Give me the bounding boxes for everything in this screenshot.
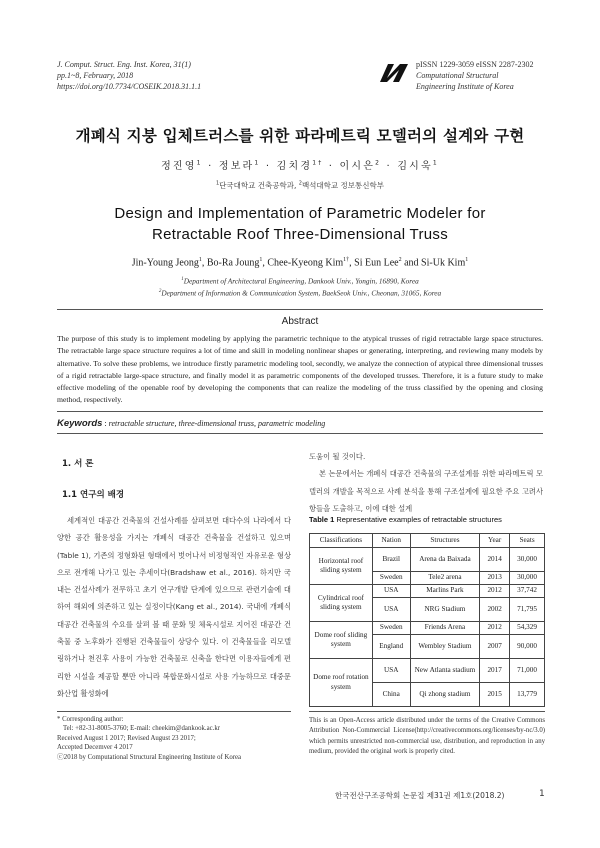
author-sup: 1: [198, 257, 202, 263]
affiliation-line: [0, 275, 600, 287]
journal-citation-line: J. Comput. Struct. Eng. Inst. Korea, 31(1): [57, 60, 191, 69]
structure-cell: Wembley Stadium: [410, 635, 480, 659]
year-cell: 2012: [480, 622, 510, 635]
keywords-label: Keywords: [57, 418, 103, 429]
issn-line: pISSN 1229-3059 eISSN 2287-2302: [416, 60, 534, 69]
author-sup: 1: [254, 159, 261, 167]
author-name: Chee-Kyeong Kim: [267, 257, 344, 269]
classification-cell: Horizontal roof sliding system: [310, 548, 373, 585]
body-paragraph: 세계적인 대공간 건축물의 건설사례를 살펴보면 대다수의 나라에서 다양한 공간 활용성을 가지는 개폐식 대공간 건축물을 건설하고 있으며(Table 1), 기존의 정형화된 형태에서 벗어나서 비정형적인 자유로운 형상으로 전개해 나가고 있는 추세이다(Bradshaw et al., 2016). 하지만 국내는 건설사례가 전무하고 초기 연구개발 단계에 있으므로 관련기술에 대하여 해외에 의존하고 있는 실정이다(Kang et al., 2014). 국내에 개폐식 대공간 건축물의 수요를 살펴 볼 때 문화 및 체육시설로 지어진 대공간 건축물 중 노후화가 진행된 건축물들이 상당수 있다. 이 건축물들을 리모델링하거나 천진후 사용이 가능한 건축물로 신축을 한다면 이용자들에게 편리한 시설을 제공할 뿐만 아니라 복합문화시설로 사용 가능하므로 대중문화산업 활성화에: [57, 516, 291, 698]
table-row: [310, 659, 545, 683]
affiliations-korean: [0, 180, 600, 191]
body-text: 도움이 될 것이다.: [309, 452, 366, 461]
title-english: [0, 203, 600, 245]
classification-cell: Dome roof rotation system: [310, 659, 373, 707]
seats-cell: 71,795: [510, 598, 545, 622]
authors-english: Jin-Young Jeong$^1$, Bo-Ra Joung$^1$, Chee-Kyeong Kim$^{1\dagger}$, Si Eun Lee$^2$ and Si-Uk Kim$^1$: [131, 257, 469, 269]
seats-cell: 54,329: [510, 622, 545, 635]
structure-cell: Friends Arena: [410, 622, 480, 635]
author-name: Jin-Young Jeong: [131, 257, 199, 269]
section-heading: 1. 서 론: [62, 459, 94, 469]
author-name: Si-Uk Kim: [421, 257, 466, 269]
title-english-line: Design and Implementation of Parametric Modeler for: [114, 205, 486, 222]
year-cell: 2007: [480, 635, 510, 659]
nation-cell: China: [372, 683, 410, 707]
seats-cell: 30,000: [510, 548, 545, 572]
author-sup: 1: [465, 257, 469, 263]
author-sup: 1†: [343, 257, 350, 263]
publisher-line: Computational Structural: [416, 71, 499, 80]
table-header-cell: Year: [480, 534, 510, 548]
table-caption: [309, 515, 502, 524]
retractable-structures-table: [309, 533, 545, 707]
abstract-heading: Abstract: [281, 316, 319, 327]
author-name: Si Eun Lee: [354, 257, 399, 269]
affiliation-sup: 1: [215, 180, 220, 187]
nation-cell: Brazil: [372, 548, 410, 572]
title-korean: 개폐식 지붕 입체트러스를 위한 파라메트릭 모델러의 설계와 구현: [75, 127, 525, 145]
subsection-heading: 1.1 연구의 배경: [62, 490, 125, 500]
classification-cell: Cylindrical roof sliding system: [310, 585, 373, 622]
accepted-date: Accepted Decemver 4 2017: [57, 744, 133, 752]
author-sup: 2: [398, 257, 402, 263]
affiliation-text: Department of Information & Communication System, BaekSeok Univ., Cheonan, 31065, Korea: [161, 288, 442, 298]
journal-logo: [378, 62, 410, 84]
seats-cell: 71,000: [510, 659, 545, 683]
table-header-row: [310, 534, 545, 548]
author-name: 정보라: [218, 161, 255, 172]
body-paragraph: [309, 448, 543, 517]
abstract-bottom-rule: [57, 411, 543, 412]
issn-block: [416, 59, 534, 92]
nation-cell: Sweden: [372, 622, 410, 635]
abstract-body: The purpose of this study is to implement modeling by applying the parametric technique to the atypical trusses of rigid retractable large space structures. The retractable large space structure requires a lot of time and skill in modeling nonlinear shapes or generating, interpreting, and reviewing many models by alternative. To solve these problems, we introduce firstly parametric modeling tool, secondly, we analyze the connection of atypical three dimensional trusses of a rigid retractable large-space structure, and finally model it as parametric components of the developed trusses. Therefore, it is a future study to make effective modeling of the openable roof by developing the components that can realize the modeling of the truss classified by the opening and closing method, respectively.: [57, 334, 543, 405]
authors-korean: 정진영$^1$ · 정보라$^1$ · 김치경$^{1\dagger}$ · 이시은$^2$ · 김시욱$^1$: [161, 159, 439, 172]
keywords-rule: [57, 433, 543, 434]
table-header-cell: Seats: [510, 534, 545, 548]
year-cell: 2012: [480, 585, 510, 598]
affiliation-sup: 2: [298, 180, 302, 187]
affiliation-text: 백석대학교 정보통신학부: [301, 181, 385, 190]
footer-journal: 한국전산구조공학회 논문집 제31권 제1호(2018.2): [335, 791, 505, 800]
body-text: 본 논문에서는 개폐식 대공간 건축물의 구조설계를 위한 파라메트릭 모델러의 개발을 목적으로 사례 분석을 통해 구조설계에 필요한 주요 고려사항들을 도출하고, 이에 대한 설계: [309, 469, 543, 513]
page-number: 1: [539, 789, 545, 799]
year-cell: 2015: [480, 683, 510, 707]
table-caption-label: Table 1: [309, 515, 335, 524]
author-name: 정진영: [161, 161, 197, 172]
structure-cell: Arena da Baixada: [410, 548, 480, 572]
received-dates: Received August 1 2017; Revised August 23 2017;: [57, 734, 196, 742]
copyright-line: ⓒ2018 by Computational Structural Engineering Institute of Korea: [57, 753, 242, 761]
table-header-cell: Structures: [410, 534, 480, 548]
table-row: [310, 548, 545, 572]
keywords-value: retractable structure, three-dimensional truss, parametric modeling: [108, 419, 326, 428]
structure-cell: Marlins Park: [410, 585, 480, 598]
year-cell: 2013: [480, 572, 510, 585]
seats-cell: 90,000: [510, 635, 545, 659]
author-sup: 1: [432, 159, 439, 167]
year-cell: 2017: [480, 659, 510, 683]
table-header-cell: Nation: [372, 534, 410, 548]
table-row: [310, 585, 545, 598]
structure-cell: Tele2 arena: [410, 572, 480, 585]
nation-cell: USA: [372, 659, 410, 683]
author-sup: 1: [196, 159, 203, 167]
affiliation-sup: 2: [158, 288, 162, 294]
footnote-rule: [57, 711, 291, 712]
nation-cell: Sweden: [372, 572, 410, 585]
seats-cell: 13,779: [510, 683, 545, 707]
year-cell: 2002: [480, 598, 510, 622]
author-sup: 2: [375, 159, 382, 167]
author-name: Bo-Ra Joung: [206, 257, 260, 269]
seats-cell: 37,742: [510, 585, 545, 598]
corresponding-author-contact[interactable]: Tel: +82-31-8005-3760; E-mail: cheekim@dankook.ac.kr: [63, 725, 221, 733]
author-sup: 1†: [312, 159, 324, 167]
footnote-block: [57, 715, 297, 762]
year-cell: 2014: [480, 548, 510, 572]
publisher-line: Engineering Institute of Korea: [416, 82, 514, 91]
author-name: 이시은: [339, 161, 376, 172]
affiliation-text: 단국대학교 건축공학과,: [219, 181, 299, 190]
affiliation-sup: 1: [181, 277, 184, 282]
affiliation-text: Department of Architectural Engineering, Dankook Univ., Yongin, 16890, Korea: [183, 276, 419, 286]
affiliation-line: [0, 287, 600, 299]
nation-cell: USA: [372, 585, 410, 598]
author-name: 김시욱: [397, 161, 433, 172]
author-name: 김치경: [276, 161, 313, 172]
table-header-cell: Classifications: [310, 534, 373, 548]
corresponding-author-label: * Corresponding author:: [57, 716, 124, 723]
author-sup: 1: [259, 257, 263, 263]
doi-link[interactable]: https://doi.org/10.7734/COSEIK.2018.31.1.1: [57, 82, 202, 91]
journal-citation: [57, 59, 201, 92]
keywords-line: Keywords : retractable structure, three-dimensional truss, parametric modeling: [57, 418, 326, 429]
nation-cell: USA: [372, 598, 410, 622]
table-row: [310, 622, 545, 635]
structure-cell: New Atlanta stadium: [410, 659, 480, 683]
title-english-line: Retractable Roof Three-Dimensional Truss: [151, 226, 448, 243]
structure-cell: Qi zhong stadium: [410, 683, 480, 707]
nation-cell: England: [372, 635, 410, 659]
journal-citation-line: pp.1~8, February, 2018: [57, 71, 134, 80]
classification-cell: Dome roof sliding system: [310, 622, 373, 659]
affiliations-english: [0, 275, 600, 299]
structure-cell: NRG Stadium: [410, 598, 480, 622]
open-access-rule: [309, 711, 545, 712]
abstract-top-rule: [57, 309, 543, 310]
seats-cell: 30,000: [510, 572, 545, 585]
table-caption-text: Representative examples of retractable structures: [336, 515, 502, 524]
open-access-notice: This is an Open-Access article distributed under the terms of the Creative Commons Attribution Non-Commercial License(http://creativecommons.org/licenses/by-nc/3.0) which permits unrestricted non-commercial use, distribution, and reproduction in any medium, provided the original work is properly cited.: [309, 717, 545, 756]
